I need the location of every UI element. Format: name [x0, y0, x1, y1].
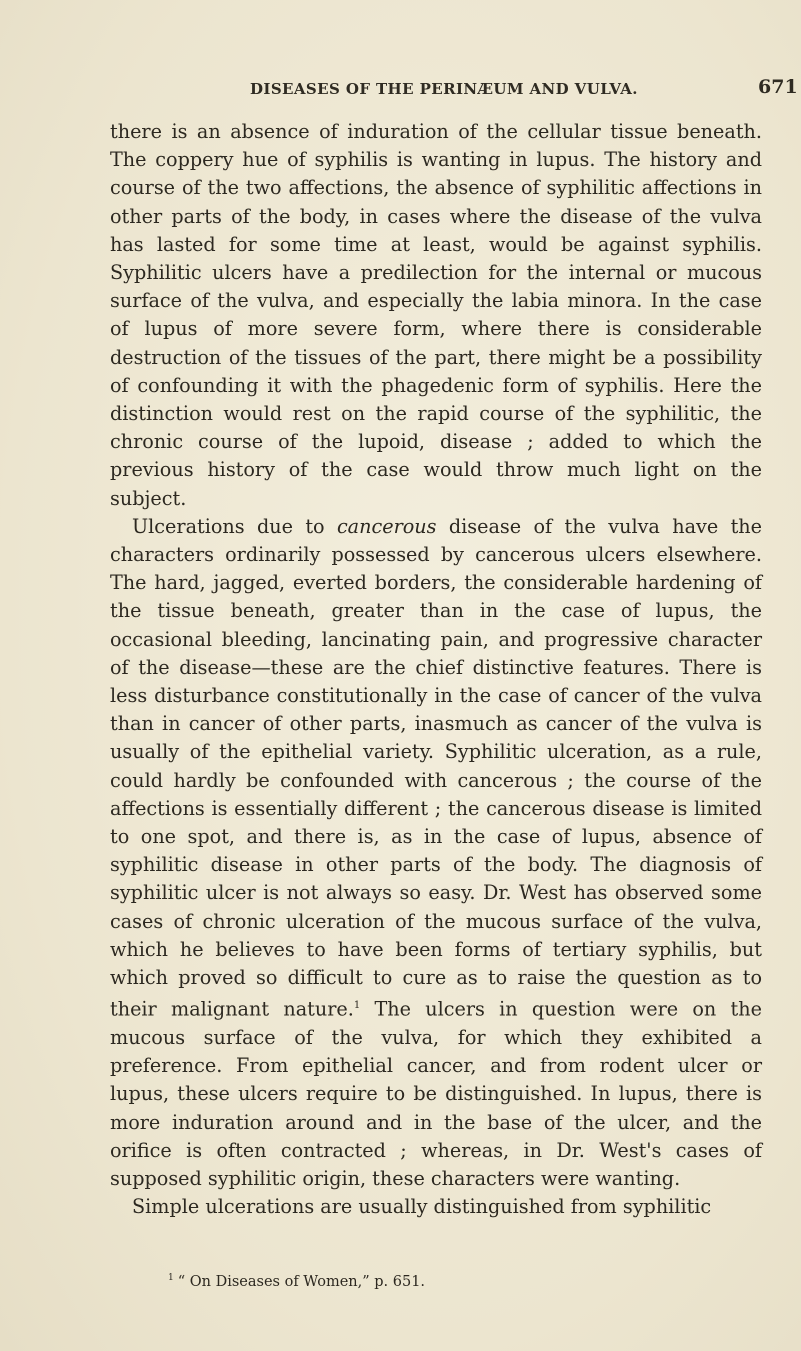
- footnote-marker: 1: [168, 1273, 174, 1283]
- paragraph-3-text: Simple ulcerations are usually distinguished from syphilitic: [132, 1195, 712, 1219]
- paragraph-2-text-a: Ulcerations due to: [132, 514, 337, 538]
- running-title: DISEASES OF THE PERINÆUM AND VULVA.: [250, 80, 638, 98]
- paragraph-2: [110, 513, 762, 1193]
- paragraph-3: [110, 1193, 762, 1221]
- footnote-reference: 1: [353, 1000, 361, 1012]
- body-text: [110, 118, 762, 1221]
- paragraph-1: [110, 118, 762, 513]
- page-number: 671: [758, 76, 798, 98]
- paragraph-2-text-b: disease of the vulva have the characters ordinarily possessed by cancerous ulcers elsewhere. The hard, jagged, everted borders, the considerable hardening of the tissue beneath, greater than in the case of lupus, the occasional bleeding, lancinating pain, and progressive character of the disease—these are the chief distinctive features. There is less disturbance constitutionally in the case of cancer of the vulva than in cancer of other parts, inasmuch as cancer of the vulva is usually of the epithelial variety. Syphilitic ulceration, as a rule, could hardly be confounded with cancerous ; the course of the affections is essentially different ; the cancerous disease is limited to one spot, and there is, as in the case of lupus, absence of syphilitic disease in other parts of the body. The diagnosis of syphilitic ulcer is not always so easy. Dr. West has observed some cases of chronic ulceration of the mucous surface of the vulva, which he believes to have been forms of tertiary syphilis, but which proved so difficult to cure as to raise the question as to their malignant nature.: [110, 514, 762, 1021]
- paragraph-2-italic-term: cancerous: [336, 514, 437, 538]
- paragraph-1-text: there is an absence of induration of the cellular tissue beneath. The coppery hue of syphilis is wanting in lupus. The history and course of the two affections, the absence of syphilitic affections in other parts of the body, in cases where the disease of the vulva has lasted for some time at least, would be against syphilis. Syphilitic ulcers have a predilection for the internal or mucous surface of the vulva, and especially the labia minora. In the case of lupus of more severe form, where there is considerable destruction of the tissues of the part, there might be a possibility of confounding it with the phagedenic form of syphilis. Here the distinction would rest on the rapid course of the syphilitic, the chronic course of the lupoid, disease ; added to which the previous history of the case would throw much light on the subject.: [110, 120, 762, 510]
- footnote-text: “ On Diseases of Women,” p. 651.: [177, 1273, 426, 1290]
- footnote: [168, 1273, 425, 1290]
- paragraph-2-text-c: The ulcers in question were on the mucous surface of the vulva, for which they exhibited a preference. From epithelial cancer, and from rodent ulcer or lupus, these ulcers require to be distinguished. In lupus, there is more induration around and in the base of the ulcer, and the orifice is often contracted ; whereas, in Dr. West's cases of supposed syphilitic origin, these characters were wanting.: [110, 997, 762, 1190]
